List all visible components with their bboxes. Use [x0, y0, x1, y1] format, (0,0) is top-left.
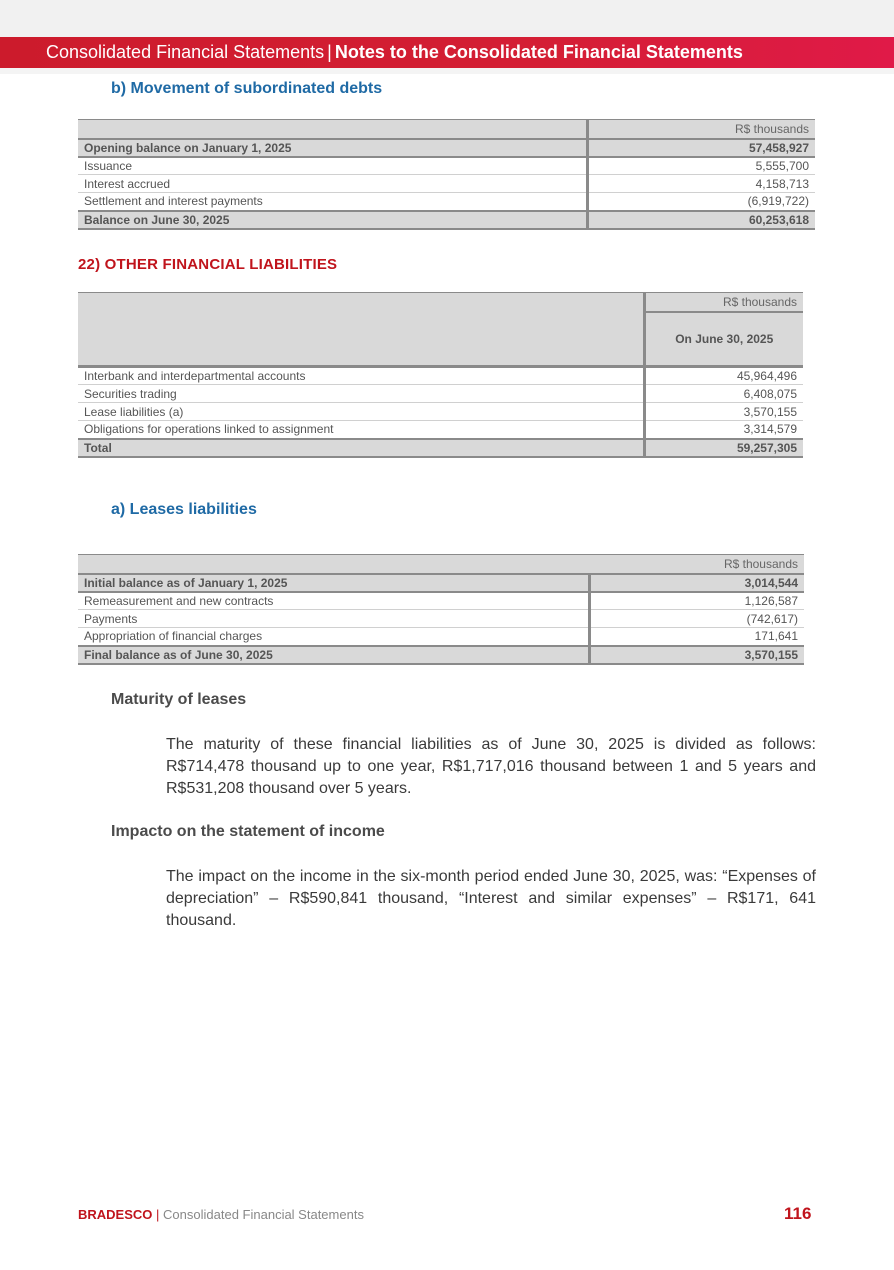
row-label: Securities trading — [78, 385, 644, 403]
page-footer — [78, 1207, 364, 1222]
maturity-paragraph: The maturity of these financial liabilities as of June 30, 2025 is divided as follows: R$714,478 thousand up to one year, R$1,717,016 thousand between 1 and 5 years and R$531,208 thousand over 5 years. — [166, 736, 816, 797]
table-row — [78, 610, 804, 628]
leases-liabilities-heading: a) Leases liabilities — [111, 501, 257, 518]
table-unit-row — [78, 293, 803, 312]
table-row — [78, 385, 803, 403]
row-label: Appropriation of financial charges — [78, 628, 589, 646]
header-separator: | — [327, 42, 332, 62]
row-value: 1,126,587 — [589, 592, 804, 610]
row-value: 3,570,155 — [644, 403, 803, 421]
row-value: 3,570,155 — [589, 646, 804, 664]
table-row — [78, 193, 815, 211]
impact-paragraph: The impact on the income in the six-month period ended June 30, 2025, was: “Expenses of depreciation” – R$590,841 thousand, “Interest and similar expenses” – R$171, 641 thousand. — [166, 868, 816, 929]
header-subsection: Notes to the Consolidated Financial Statements — [334, 42, 743, 62]
header-section: Consolidated Financial Statements — [46, 42, 325, 62]
row-label: Initial balance as of January 1, 2025 — [78, 574, 589, 592]
table-row — [78, 367, 803, 385]
subordinated-debts-table — [78, 119, 815, 230]
row-label: Balance on June 30, 2025 — [78, 211, 587, 229]
top-band — [0, 0, 894, 37]
footer-title: Consolidated Financial Statements — [163, 1207, 364, 1222]
row-value: 171,641 — [589, 628, 804, 646]
table-row — [78, 574, 804, 592]
row-value: (742,617) — [589, 610, 804, 628]
row-label: Lease liabilities (a) — [78, 403, 644, 421]
table-row — [78, 157, 815, 175]
impact-heading: Impacto on the statement of income — [111, 823, 385, 840]
leases-liabilities-table — [78, 554, 804, 665]
row-label: Obligations for operations linked to assignment — [78, 421, 644, 439]
table-row — [78, 211, 815, 229]
page-header — [0, 37, 894, 68]
unit-label: R$ thousands — [589, 555, 804, 574]
table-row — [78, 646, 804, 664]
row-value: 3,014,544 — [589, 574, 804, 592]
row-value: 6,408,075 — [644, 385, 803, 403]
row-label: Settlement and interest payments — [78, 193, 587, 211]
table-row — [78, 628, 804, 646]
table-unit-row — [78, 555, 804, 574]
other-financial-liabilities-heading: 22) OTHER FINANCIAL LIABILITIES — [78, 256, 338, 273]
table-row — [78, 403, 803, 421]
row-label: Interbank and interdepartmental accounts — [78, 367, 644, 385]
row-value: 4,158,713 — [587, 175, 815, 193]
footer-separator: | — [156, 1207, 160, 1222]
row-value: 59,257,305 — [644, 439, 803, 457]
maturity-heading: Maturity of leases — [111, 691, 247, 708]
row-label: Remeasurement and new contracts — [78, 592, 589, 610]
unit-label: R$ thousands — [587, 120, 815, 139]
row-value: 45,964,496 — [644, 367, 803, 385]
row-label: Opening balance on January 1, 2025 — [78, 139, 587, 157]
row-label: Final balance as of June 30, 2025 — [78, 646, 589, 664]
table-row — [78, 139, 815, 157]
table-row — [78, 421, 803, 439]
row-value: (6,919,722) — [587, 193, 815, 211]
row-label: Total — [78, 439, 644, 457]
subordinated-debts-heading: b) Movement of subordinated debts — [111, 80, 383, 97]
unit-label: R$ thousands — [644, 293, 803, 312]
page-number: 116 — [784, 1204, 812, 1223]
row-label: Payments — [78, 610, 589, 628]
table-row — [78, 592, 804, 610]
table-row — [78, 175, 815, 193]
column-header: On June 30, 2025 — [644, 312, 803, 367]
row-value: 5,555,700 — [587, 157, 815, 175]
row-value: 3,314,579 — [644, 421, 803, 439]
other-financial-liabilities-table — [78, 292, 803, 458]
table-row — [78, 439, 803, 457]
table-unit-row — [78, 120, 815, 139]
footer-brand: BRADESCO — [78, 1207, 153, 1222]
row-label: Issuance — [78, 157, 587, 175]
header-sub-band — [0, 68, 894, 74]
row-value: 57,458,927 — [587, 139, 815, 157]
row-label: Interest accrued — [78, 175, 587, 193]
row-value: 60,253,618 — [587, 211, 815, 229]
